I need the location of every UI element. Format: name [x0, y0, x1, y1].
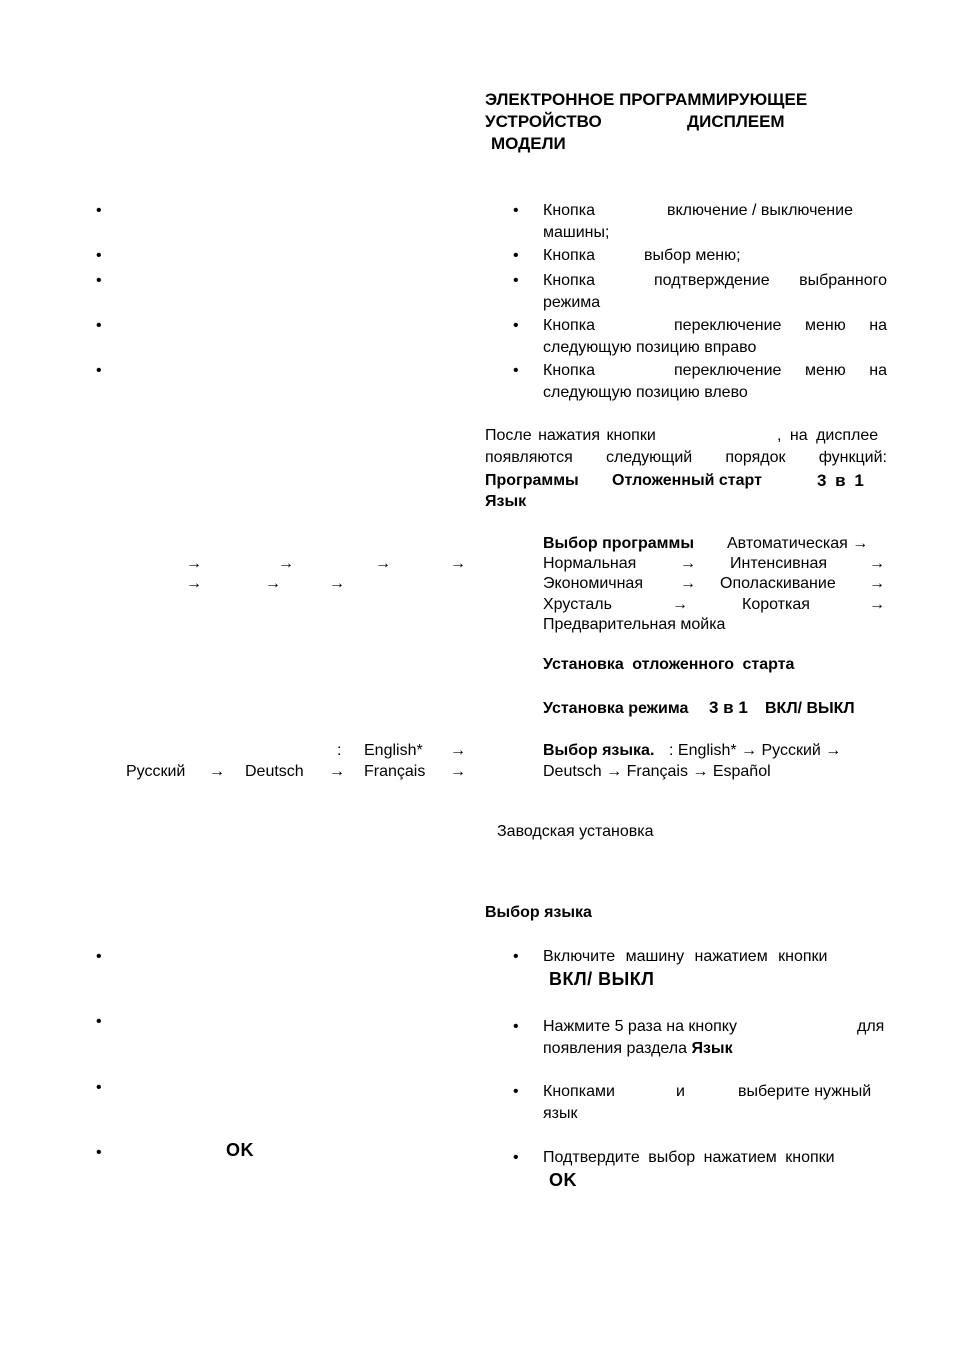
left-lang-english: English* — [364, 742, 423, 759]
factory-note: Заводская установка — [497, 823, 654, 840]
title-line-1: ЭЛЕКТРОННОЕ ПРОГРАММИРУЮЩЕЕ — [485, 90, 808, 109]
step-1-text: Включите машину нажатием кнопки — [543, 948, 828, 965]
list-bullet: • — [513, 202, 519, 219]
program-line-3c: Ополаскивание — [720, 575, 836, 592]
left-arrow: → — [375, 555, 391, 572]
list-item-4-a: Кнопка — [543, 317, 595, 334]
after-press-programs: Программы — [485, 472, 579, 489]
list-bullet: • — [513, 317, 519, 334]
left-arrow: → — [278, 555, 294, 572]
left-lang-francais: Français — [364, 763, 426, 780]
list-bullet: • — [513, 272, 519, 289]
program-line-2c: Интенсивная — [730, 555, 828, 572]
list-item-1-a: Кнопка — [543, 202, 595, 219]
list-bullet: • — [513, 1083, 519, 1100]
left-bullet-4: • — [96, 317, 102, 334]
list-bullet: • — [513, 362, 519, 379]
list-item-4-c: следующую позицию вправо — [543, 339, 757, 356]
language-label: Выбор языка. — [543, 742, 655, 759]
left-arrow: → — [186, 575, 202, 592]
left-arrow: → — [329, 763, 345, 780]
left-bullet-5: • — [96, 362, 102, 379]
program-line-1: Автоматическая → — [727, 535, 869, 552]
step-2-text-b: для — [857, 1018, 885, 1035]
left-lang-colon: : — [337, 742, 342, 759]
program-line-2a: Нормальная — [543, 555, 637, 572]
list-item-3-b: подтверждение выбранного — [654, 272, 887, 289]
list-bullet: • — [513, 948, 519, 965]
three-in-one-label: Установка режима — [543, 700, 689, 717]
list-item-3-a: Кнопка — [543, 272, 595, 289]
step-3-text-b: и — [676, 1083, 685, 1100]
after-press-language: Язык — [485, 493, 527, 510]
left-bullet-2: • — [96, 247, 102, 264]
left-arrow: → — [450, 763, 466, 780]
step-2-text-c — [543, 1038, 733, 1059]
left-bullet-6: • — [96, 948, 102, 965]
three-in-one-mode: 3 в 1 — [709, 698, 748, 717]
left-arrow: → — [329, 575, 345, 592]
step-3-text-a: Кнопками — [543, 1083, 615, 1100]
list-bullet: • — [513, 247, 519, 264]
three-in-one-state: ВКЛ/ ВЫКЛ — [765, 700, 855, 717]
list-item-1-b: включение / выключение — [667, 202, 853, 219]
step-4-text: Подтвердите выбор нажатием кнопки — [543, 1149, 835, 1166]
language-line-1: : English* → Русский → — [669, 742, 842, 759]
delay-start-label: Установка отложенного старта — [543, 656, 795, 673]
list-item-5-b: переключение меню на — [674, 362, 887, 379]
program-line-5: Предварительная мойка — [543, 616, 726, 633]
list-item-3-c: режима — [543, 294, 601, 311]
program-arrow: → — [672, 596, 688, 613]
step-4-button-name: OK — [549, 1170, 577, 1190]
after-press-delay: Отложенный старт — [612, 472, 762, 489]
step-3-text-d: язык — [543, 1105, 578, 1122]
after-press-line-2: появляются следующий порядок функций: — [485, 449, 887, 466]
list-bullet: • — [513, 1018, 519, 1035]
after-press-3in1: 3 в 1 — [817, 471, 866, 490]
list-item-2-a: Кнопка — [543, 247, 595, 264]
step-2-text-a: Нажмите 5 раза на кнопку — [543, 1018, 737, 1035]
title-line-3: МОДЕЛИ — [491, 134, 566, 153]
program-line-4a: Хрусталь — [543, 596, 612, 613]
step-3-text-c: выберите нужный — [738, 1083, 872, 1100]
program-arrow: → — [680, 575, 696, 592]
program-label: Выбор программы — [543, 535, 694, 552]
left-arrow: → — [265, 575, 281, 592]
language-line-2: Deutsch → Français → Español — [543, 763, 771, 780]
left-bullet-3: • — [96, 272, 102, 289]
title-line-2a: УСТРОЙСТВО — [485, 112, 602, 131]
language-section-heading: Выбор языка — [485, 904, 592, 921]
program-arrow: → — [869, 575, 885, 592]
left-lang-deutsch: Deutsch — [245, 763, 304, 780]
left-bullet-7: • — [96, 1013, 102, 1030]
list-item-5-a: Кнопка — [543, 362, 595, 379]
list-item-2-b: выбор меню; — [644, 247, 741, 264]
list-bullet: • — [513, 1149, 519, 1166]
program-arrow: → — [869, 596, 885, 613]
left-arrow: → — [450, 555, 466, 572]
left-bullet-1: • — [96, 202, 102, 219]
left-arrow: → — [186, 555, 202, 572]
after-press-line-1a: После нажатия кнопки — [485, 427, 656, 444]
program-arrow: → — [869, 555, 885, 572]
program-line-4c: Короткая — [742, 596, 810, 613]
list-item-5-c: следующую позицию влево — [543, 384, 748, 401]
step-2-text-c-pre: появления раздела — [543, 1040, 688, 1057]
left-bullet-9: • — [96, 1144, 102, 1161]
step-1-button-name: ВКЛ/ ВЫКЛ — [549, 969, 655, 989]
left-ok-label: OK — [226, 1140, 254, 1160]
list-item-4-b: переключение меню на — [674, 317, 887, 334]
after-press-line-1b: , на дисплее — [777, 427, 879, 444]
left-arrow: → — [209, 763, 225, 780]
title-line-2b: ДИСПЛЕЕМ — [687, 112, 785, 131]
step-2-text-c-bold: Язык — [691, 1040, 733, 1057]
left-arrow: → — [450, 742, 466, 759]
list-item-1-c: машины; — [543, 224, 610, 241]
program-line-3a: Экономичная — [543, 575, 643, 592]
left-bullet-8: • — [96, 1079, 102, 1096]
program-arrow: → — [680, 555, 696, 572]
left-lang-russian: Русский — [126, 763, 186, 780]
